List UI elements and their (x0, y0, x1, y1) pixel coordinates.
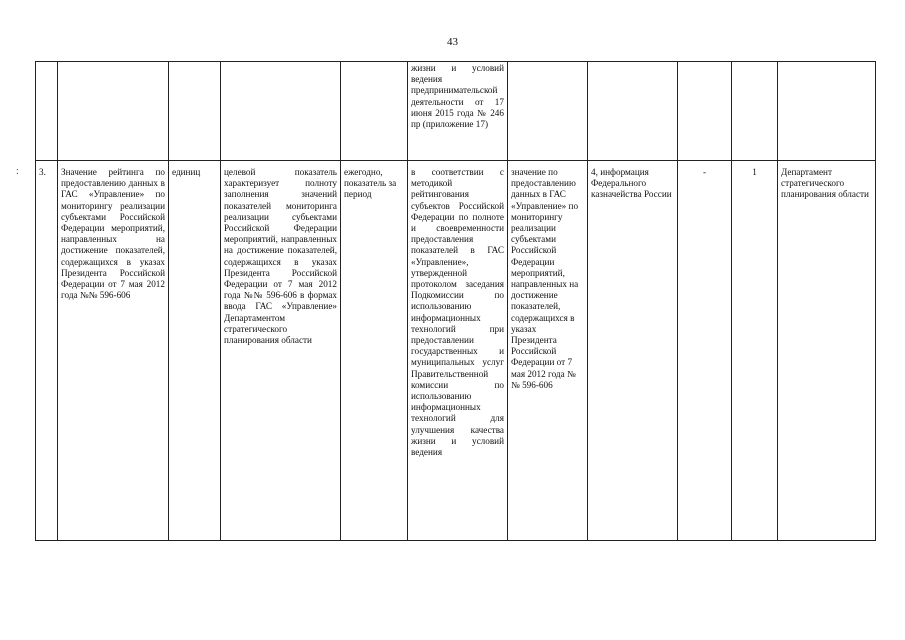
indicator-table (35, 61, 876, 541)
cell-empty (341, 62, 408, 161)
cell-source: 4, информация Федерального казначейства России (588, 161, 678, 541)
cell-col9: 1 (732, 161, 778, 541)
cell-empty (732, 62, 778, 161)
cell-method: в соответствии с методикой рейтингования субъектов Российской Федерации по полноте и своевременности предоставления показателей в ГАС «Управление», утвержденной протоколом заседания Подкомиссии по использованию информационных технологий при предоставлении государственных и муниципальных услуг Правительственной комиссии по использованию информационных технологий для улучшения качества жизни и условий ведения (408, 161, 508, 541)
cell-method-continued: жизни и условий ведения предпринимательской деятельности от 17 июня 2015 года № 246 пр (приложение 17) (408, 62, 508, 161)
cell-empty (58, 62, 169, 161)
cell-unit: единиц (169, 161, 221, 541)
table-row-continued (36, 62, 876, 161)
cell-empty (508, 62, 588, 161)
cell-empty (36, 62, 58, 161)
margin-mark: : (16, 166, 19, 177)
cell-col8: - (678, 161, 732, 541)
cell-basic-indicators: значение по предоставлению данных в ГАС «Управление» по мониторингу реализации субъектами Российской Федерации мероприятий, направленных на достижение показателей, содержащихся в указах Президента Российской Федерации от 7 мая 2012 года №№ 596-606 (508, 161, 588, 541)
cell-definition: целевой показатель характеризует полноту заполнения значений показателей мониторинга реализации субъектами Российской Федерации мероприятий, направленных на достижение показателей, содержащихся в указах Президента Российской Федерации от 7 мая 2012 года №№ 596-606 в формах ввода ГАС «Управление» Департаментом стратегического планирования области (221, 161, 341, 541)
cell-empty (678, 62, 732, 161)
cell-empty (169, 62, 221, 161)
cell-empty (221, 62, 341, 161)
cell-periodicity: ежегодно, показатель за период (341, 161, 408, 541)
cell-responsible: Департамент стратегического планирования области (778, 161, 876, 541)
page-number: 43 (447, 36, 458, 48)
cell-indicator-name: Значение рейтинга по предоставлению данных в ГАС «Управление» по мониторингу реализации субъектами Российской Федерации мероприятий, направленных на достижение показателей, содержащихся в указах Президента Российской Федерации от 7 мая 2012 года №№ 596-606 (58, 161, 169, 541)
cell-row-number: 3. (36, 161, 58, 541)
cell-empty (778, 62, 876, 161)
cell-empty (588, 62, 678, 161)
table-row (36, 161, 876, 541)
